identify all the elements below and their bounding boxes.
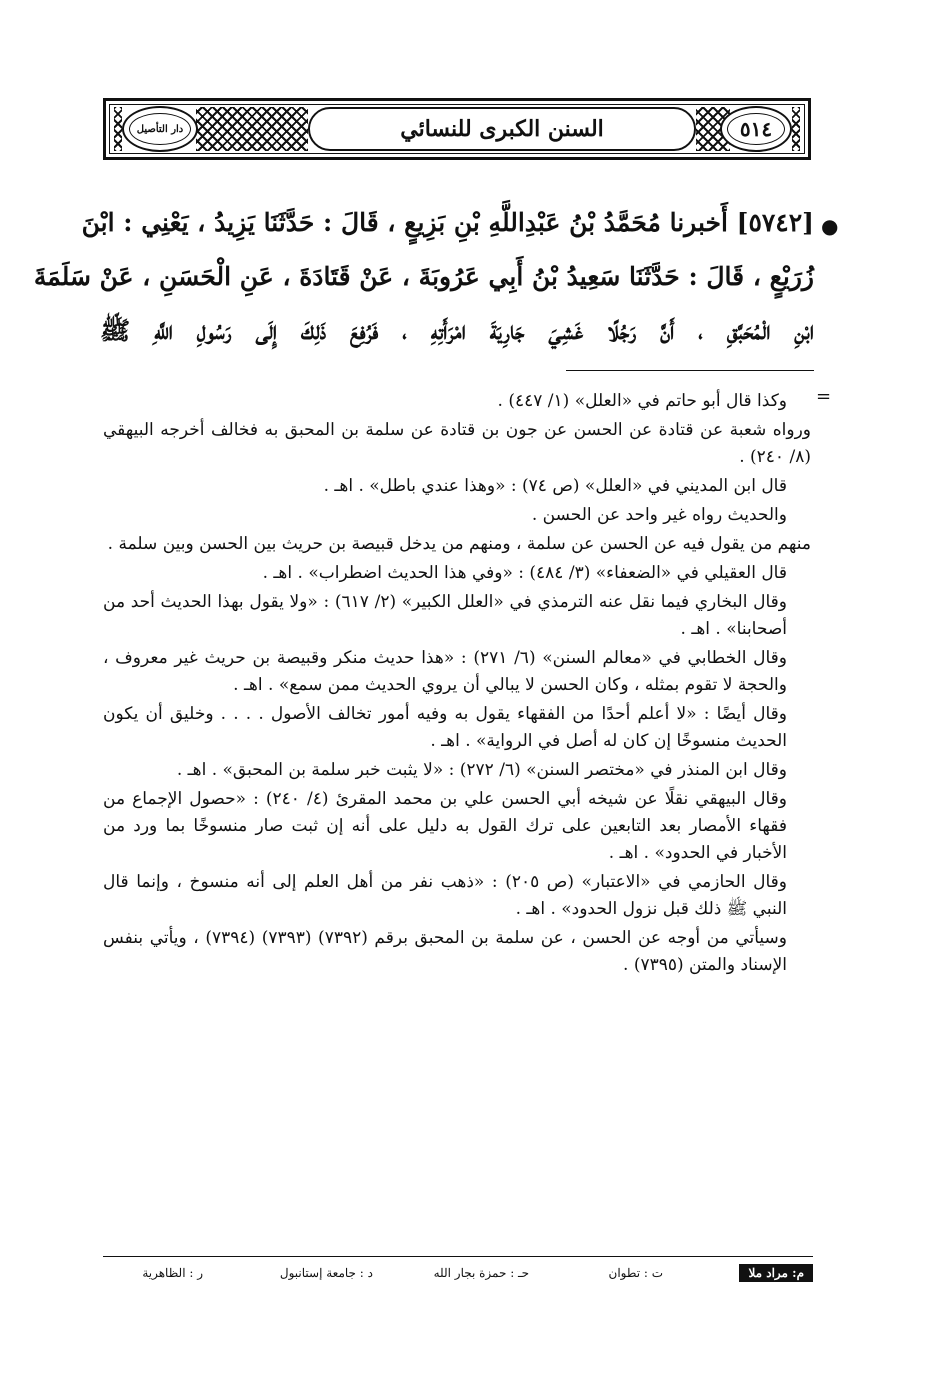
siglum: د : جامعة إستانبول <box>279 1266 373 1280</box>
siglum: ت : تطوان <box>608 1266 663 1280</box>
footnote-paragraph: وقال ابن المنذر في «مختصر السنن» (٦/ ٢٧٢) : «لا يثبت خبر سلمة بن المحبق» . اهـ . <box>176 760 787 780</box>
footnote-paragraph: وقال البخاري فيما نقل عنه الترمذي في «العلل الكبير» (٢/ ٦١٧) : «ولا يقول بهذا الحديث أحد من أصحابنا» . اهـ . <box>103 592 787 639</box>
ornament-lattice <box>196 107 308 151</box>
logo-text: دار التأصيل <box>136 123 184 135</box>
footnote-paragraph: وكذا قال أبو حاتم في «العلل» (١/ ٤٤٧) . <box>497 391 787 411</box>
footnotes <box>103 388 811 981</box>
siglum: حـ : حمزة بجار الله <box>433 1266 529 1280</box>
hadith-line: زُرَيْعٍ ، قَالَ : حَدَّثَنَا سَعِيدُ بْنُ أَبِي عَرُوبَةَ ، عَنْ قَتَادَةَ ، عَنِ الْحَسَنِ ، عَنْ سَلَمَةَ <box>33 262 814 291</box>
ornament-lattice <box>114 107 122 151</box>
footnote-paragraph: ورواه شعبة عن قتادة عن الحسن عن جون بن قتادة عن سلمة بن المحبق به فخالف أخرجه البيهقي (٨/ ٢٤٠) . <box>103 420 811 467</box>
footnote-paragraph: وقال أيضًا : «لا أعلم أحدًا من الفقهاء يقول به وفيه أمور تخالف الأصول . . . . وخليق أن يكون الحديث منسوخًا إن كان له أصل في الرواية» . اهـ . <box>103 704 787 751</box>
footnote-paragraph: وقال الحازمي في «الاعتبار» (ص ٢٠٥) : «ذهب نفر من أهل العلم إلى أنه منسوخ ، وإنما قال النبي ﷺ ذلك قبل نزول الحدود» . اهـ . <box>103 872 787 919</box>
manuscript-sigla <box>103 1262 813 1288</box>
hadith-line: ابْنِ الْمُحَبَّقِ ، أَنَّ رَجُلًا غَشِيَ جَارِيَةَ امْرَأَتِهِ ، فَرُفِعَ ذَلِكَ إِلَى رَسُولِ اللَّهِ ﷺ <box>100 316 814 345</box>
ornament-lattice <box>792 107 800 151</box>
page-number: ٥١٤ <box>739 117 773 141</box>
footer-rule <box>103 1256 813 1257</box>
footnote-separator <box>566 370 814 371</box>
footnote-paragraph: قال العقيلي في «الضعفاء» (٣/ ٤٨٤) : «وفي هذا الحديث اضطراب» . اهـ . <box>262 563 787 583</box>
siglum-badge: م: مراد ملا <box>739 1264 813 1282</box>
continuation-mark: = <box>816 386 832 407</box>
book-title: السنن الكبرى للنسائي <box>400 116 604 142</box>
hadith-text <box>33 196 814 358</box>
footnote-paragraph: وقال الخطابي في «معالم السنن» (٦/ ٢٧١) : «هذا حديث منكر وقبيصة بن حريث غير معروف ، والحجة لا تقوم بمثله ، وكان الحسن لا يبالي أن يروي الحديث ممن سمع» . اهـ . <box>103 648 787 695</box>
footnote-paragraph: والحديث رواه غير واحد عن الحسن . <box>531 505 787 525</box>
footnote-paragraph: منهم من يقول فيه عن الحسن عن سلمة ، ومنهم من يدخل قبيصة بن حريث بين الحسن وبين سلمة . <box>107 534 811 554</box>
page-number-medallion <box>720 106 792 152</box>
title-banner <box>308 107 696 151</box>
siglum: ر : الظاهرية <box>142 1266 203 1280</box>
footnote-paragraph: قال ابن المديني في «العلل» (ص ٧٤) : «وهذا عندي باطل» . اهـ . <box>323 476 787 496</box>
footnote-paragraph: وسيأتي من أوجه عن الحسن ، عن سلمة بن المحبق برقم (٧٣٩٢) (٧٣٩٣) (٧٣٩٤) ، ويأتي بنفس الإسناد والمتن (٧٣٩٥) . <box>103 928 787 975</box>
footnote-paragraph: وقال البيهقي نقلًا عن شيخه أبي الحسن علي بن محمد المقرئ (٤/ ٢٤٠) : «حصول الإجماع من فقهاء الأمصار بعد التابعين على ترك القول به دليل على أنه إن ثبت صار منسوخًا بما ورد من الأخبار في الحدود» . اهـ . <box>103 789 787 863</box>
publisher-logo <box>122 106 198 152</box>
bullet-icon: ● <box>821 214 839 238</box>
page-header <box>103 98 811 160</box>
hadith-line: [٥٧٤٢] أَخبرنا مُحَمَّدُ بْنُ عَبْدِاللَّهِ بْنِ بَزِيعٍ ، قَالَ : حَدَّثَنَا يَزِيدُ ، يَعْنِي : ابْنَ <box>81 208 814 237</box>
